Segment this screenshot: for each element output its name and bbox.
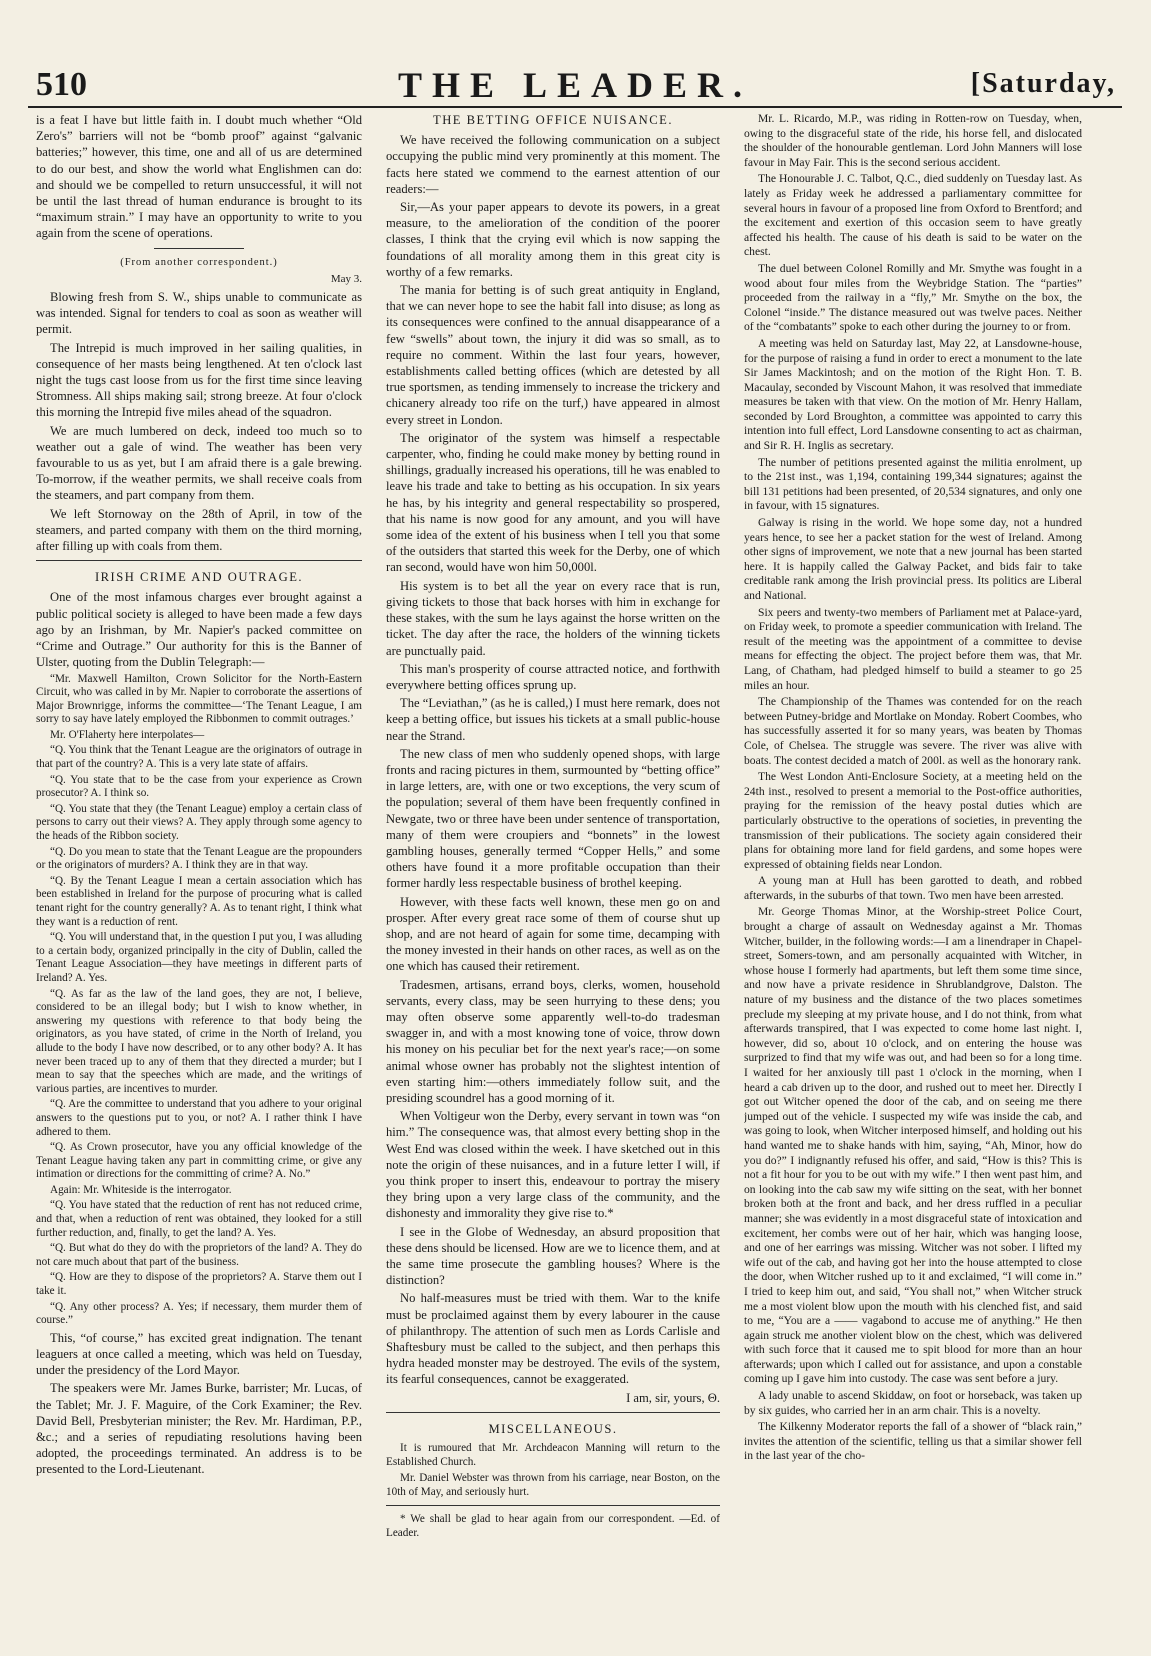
article-paragraph: It is rumoured that Mr. Archdeacon Manning will return to the Established Church. bbox=[386, 1442, 720, 1469]
article-paragraph: However, with these facts well known, these men go on and prosper. After every great race some of them of course shut up shop, and are not heard of again for some time, decamping with the money invested in their hands on other races, as well as on the one which has caused their retirement. bbox=[386, 894, 720, 974]
article-paragraph: A meeting was held on Saturday last, May 22, at Lansdowne-house, for the purpose of raising a fund in order to erect a monument to the late Sir James Mackintosh; and on the motion of the Right Hon. T. B. Macaulay, seconded by Viscount Mahon, it was resolved that immediate measures be taken with that view. On the motion of Mr. Henry Hallam, seconded by Lord Broughton, a committee was appointed to carry this intention into full effect, Lord Lansdowne consenting to act as chairman, and Sir R. H. Inglis as secretary. bbox=[744, 336, 1082, 453]
article-paragraph: The number of petitions presented against the militia enrolment, up to the 21st inst., was 1,194, containing 199,344 signatures; against the bill 131 petitions had been presented, of 20,534 signatures, and only one in favour, with 15 signatures. bbox=[744, 455, 1082, 513]
article-paragraph: Mr. George Thomas Minor, at the Worship-street Police Court, brought a charge of assault on Wednesday against a Mr. Thomas Witcher, builder, in the following words:—I am a linendraper in Chapel-street, Somers-town, and am personally acquainted with Witcher, in whose house I formerly had apartments, but left them some time since, and now have a private residence in Shrublandgrove, Dalston. The nature of my business and the distance of the two places sometimes preclude my sleeping at my private house, and I do not think, from what afterwards transpired, that I was expected to come home last night. I, however, did so, about 10 o'clock, and on entering the house was surprized to find that my wife was out, and had been so for a long time. I waited for her anxiously till past 1 o'clock in the morning, when I heard a cab driven up to the door, and rushed out to meet her. Directly I got out Witcher opened the door of the cab, and on seeing me there jumped out of the vehicle. I suspected my wife was inside the cab, and was going to look, when Witcher interposed himself, and holding out his hand wanted me to shake hands with him, saying, “Ah, Minor, how do you do?” I indignantly refused his offer, and said, “How is this? This is not a fit hour for you to be out with my wife.” I then went past him, and on looking into the cab saw my wife sitting on the seat, with her bonnet broken both at the front and back, and her dress ruffled in a peculiar manner; she was evidently in a most disgraceful state of intoxication and excitement, her combs were out of her hair, which was hanging loose, and one of her earrings was missing. Witcher was not sober. I lifted my wife out of the cab, and having got her into the house attempted to close the door, when Witcher rushed up to it and exclaimed, “I will come in.” I tried to keep him out, and said, “You shall not,” when Witcher struck me a most violent blow upon the mouth with his clenched fist, and said to me, “You are a —— vagabond to accuse me of anything.” He then again struck me another violent blow on the chest, which was delivered with such force that it caused me to spit blood for more than an hour afterwards; upon which I called out for assistance, and upon a constable coming up I gave him into custody. The case was sent before a jury. bbox=[744, 905, 1082, 1386]
section-divider bbox=[36, 560, 362, 561]
testimony-line: “Q. Any other process? A. Yes; if necessary, them murder them of course.” bbox=[36, 1300, 362, 1327]
testimony-line: “Q. How are they to dispose of the proprietors? A. Starve them out I take it. bbox=[36, 1271, 362, 1298]
testimony-line: “Mr. Maxwell Hamilton, Crown Solicitor for the North-Eastern Circuit, who was called in by Mr. Napier to corroborate the assertions of Major Brownrigge, informs the committee—‘The Tenant League, I am sorry to say have lately employed the Ribbonmen to commit outrages.’ bbox=[36, 672, 362, 726]
article-paragraph: Sir,—As your paper appears to devote its powers, in a great measure, to the amelioration of the condition of the poorer classes, I think that the crying evil which is now sapping the foundations of all morality among them in this great city is worthy of a few remarks. bbox=[386, 200, 720, 279]
article-paragraph: One of the most infamous charges ever brought against a public political society is alleged to have been made a few days ago by an Irishman, by Mr. Napier's packed committee on “Crime and Outrage.” Our authority for this is the Banner of Ulster, quoting from the Dublin Telegraph:— bbox=[36, 590, 362, 670]
article-paragraph: We left Stornoway on the 28th of April, in tow of the steamers, and parted company with them on the third morning, after filling up with coals from them. bbox=[36, 506, 362, 554]
correspondent-heading: (From another correspondent.) bbox=[120, 256, 278, 268]
article-paragraph: The West London Anti-Enclosure Society, at a meeting held on the 24th inst., resolved to present a memorial to the Post-office authorities, praying for the remission of the heavy postal duties which are particularly obstructive to the operations of societies, in preventing the transmission of their publications. The society again considered their plans for obtaining more land for field gardens, and some hopes were expressed of obtaining fields near London. bbox=[744, 770, 1082, 871]
newspaper-title: THE LEADER. bbox=[397, 65, 753, 105]
article-paragraph: Blowing fresh from S. W., ships unable to communicate as was intended. Signal for tenders to coal as soon as weather will permit. bbox=[36, 290, 362, 337]
article-heading: MISCELLANEOUS. bbox=[488, 1421, 618, 1436]
article-paragraph: The “Leviathan,” (as he is called,) I must here remark, does not keep a betting office, but issues his tickets at a small public-house near the Strand. bbox=[386, 696, 720, 743]
section-divider bbox=[386, 1412, 720, 1413]
column-2 bbox=[386, 112, 720, 1642]
dateline: May 3. bbox=[330, 272, 362, 285]
testimony-line: “Q. As Crown prosecutor, have you any official knowledge of the Tenant League having taken any part in committing crime, or give any intimation or directions for the committing of crime? A. No.” bbox=[36, 1141, 362, 1181]
testimony-line: Again: Mr. Whiteside is the interrogator. bbox=[50, 1183, 232, 1196]
section-divider bbox=[386, 1505, 720, 1506]
testimony-line: Mr. O'Flaherty here interpolates— bbox=[50, 728, 205, 741]
article-paragraph: The Championship of the Thames was contended for on the reach between Putney-bridge and Mortlake on Monday. Robert Coombes, who has successfully asserted it for so many years, was beaten by Thomas Cole, of Chelsea. The struggle was severe. The river was alive with boats. The contest decided a match of 200l. as well as the honorary rank. bbox=[744, 695, 1082, 767]
column-1 bbox=[36, 112, 362, 1642]
article-paragraph: The originator of the system was himself a respectable carpenter, who, finding he could make money by betting round in shillings, gradually increased his operations, till he was enabled to leave his trade and take to betting as his occupation. In six years he has, by his integrity and general respectability so prospered, that his name is now good for any amount, and you will have some idea of the extent of his business when I tell you that some of the outsiders that started this week for the Derby, one of which ran second, would have won him 50,000l. bbox=[386, 430, 720, 575]
article-paragraph: No half-measures must be tried with them. War to the knife must be proclaimed against them by every labourer in the cause of philanthropy. The attention of such men as Lords Carlisle and Shaftesbury must be called to the subject, and then perhaps this hydra headed monster may be destroyed. The evils of the system, its fearful consequences, cannot be exaggerated. bbox=[386, 1291, 720, 1387]
article-paragraph: We have received the following communication on a subject occupying the public mind very prominently at this moment. The facts here stated we commend to the earnest attention of our readers:— bbox=[386, 133, 720, 196]
page-number: 510 bbox=[36, 66, 87, 103]
article-paragraph: The duel between Colonel Romilly and Mr. Smythe was fought in a wood about four miles from the Weybridge Station. The “parties” proceeded from the railway in a “fly,” Mr. Smythe on the box, the Colonel “inside.” The distance measured out was twelve paces. Neither of the “combatants” spoke to each other during the journey to or from. bbox=[744, 261, 1082, 334]
article-heading: IRISH CRIME AND OUTRAGE. bbox=[94, 570, 304, 585]
testimony-line: “Q. You state that they (the Tenant League) employ a certain class of persons to carry out their views? A. They apply through some agency to the heads of the Ribbon society. bbox=[36, 802, 362, 843]
article-paragraph: Six peers and twenty-two members of Parliament met at Palace-yard, on Friday week, to promote a speedier communication with Ireland. The result of the meeting was the appointment of a committee to devise means for effecting the object. The project before them was, that Mr. Lang, of Chatham, had pledged himself to build a steamer to go 25 miles an hour. bbox=[744, 605, 1082, 692]
masthead bbox=[28, 58, 1122, 108]
testimony-line: “Q. By the Tenant League I mean a certain association which has been established in Ireland for the purpose of procuring what is called tenant right for the country generally? A. As to tenant right, I think what they want is a reduction of rent. bbox=[36, 874, 362, 928]
article-paragraph: We are much lumbered on deck, indeed too much so to weather out a gale of wind. The weather has been very favourable to us as yet, but I am afraid there is a gale brewing. To-morrow, if the weather permits, we shall receive coals from the steamers, and part company from them. bbox=[36, 423, 362, 503]
footnote: * We shall be glad to hear again from our correspondent. —Ed. of Leader. bbox=[386, 1513, 720, 1540]
issue-day: [Saturday, bbox=[970, 68, 1116, 99]
article-paragraph: This man's prosperity of course attracted notice, and forthwith everywhere betting offices sprung up. bbox=[386, 661, 720, 692]
testimony-line: “Q. You state that to be the case from your experience as Crown prosecutor? A. I think so. bbox=[36, 773, 362, 800]
article-paragraph: The Kilkenny Moderator reports the fall of a shower of “black rain,” invites the attention of the scientific, telling us that a similar shower fell in the last year of the cho- bbox=[744, 1420, 1082, 1463]
article-paragraph: The new class of men who suddenly opened shops, with large fronts and racing pictures in them, surmounted by “betting office” in large letters, are, with one or two exceptions, the very scum of the population; several of them have been frequently confined in Newgate, two or three have been under sentence of transportation, many of them were croupiers and “bonnets” in the lowest gambling houses, generally termed “Copper Hells,” and some others have found it a more profitable occupation than their former hardly less respectable business of brothel keeping. bbox=[386, 746, 720, 891]
column-3 bbox=[744, 112, 1082, 1642]
article-paragraph: Galway is rising in the world. We hope some day, not a hundred years hence, to see her a packet station for the west of Ireland. Among other signs of improvement, we note that a new journal has been started here. It is happily called the Galway Packet, and bids fair to take creditable rank among the Irish provincial press. Its politics are Liberal and National. bbox=[744, 516, 1082, 602]
section-divider bbox=[154, 248, 244, 249]
letter-signature: I am, sir, yours, Θ. bbox=[626, 1390, 720, 1405]
testimony-line: “Q. You think that the Tenant League are the originators of outrage in that part of the country? A. This is a very late state of affairs. bbox=[36, 744, 362, 771]
article-heading: THE BETTING OFFICE NUISANCE. bbox=[433, 113, 673, 127]
testimony-line: “Q. You have stated that the reduction of rent has not reduced crime, and that, when a reduction of rent was obtained, they looked for a still further reduction, and, finally, to get the land? A. Yes. bbox=[36, 1199, 362, 1239]
article-paragraph: The speakers were Mr. James Burke, barrister; Mr. Lucas, of the Tablet; Mr. J. F. Maguire, of the Cork Examiner; the Rev. David Bell, Presbyterian minister; the Rev. Mr. Hardiman, P.P., &c.; and a series of repudiating resolutions having been adopted, the proceedings terminated. An address is to be presented to the Lord-Lieutenant. bbox=[36, 1381, 362, 1477]
article-paragraph: A young man at Hull has been garotted to death, and robbed afterwards, in the suburbs of that town. Two men have been arrested. bbox=[744, 874, 1082, 902]
article-paragraph: is a feat I have but little faith in. I doubt much whether “Old Zero's” barriers will not be “bomb proof” against “galvanic batteries;” however, this time, one and all of us are determined to do our best, and show the world what Englishmen can do: and should we be compelled to return unsuccessful, it will not be until the last thread of human endurance is brought to its “maximum strain.” I may have an opportunity to write to you again from the scene of operations. bbox=[36, 113, 362, 241]
article-paragraph: The Honourable J. C. Talbot, Q.C., died suddenly on Tuesday last. As lately as Friday week he addressed a parliamentary committee for several hours in favour of a proposed line from Oxford to Brentford; and the excitement and exertion of this occasion seem to have greatly affected his health. The cause of his death is said to be water on the chest. bbox=[744, 172, 1082, 259]
article-paragraph: Tradesmen, artisans, errand boys, clerks, women, household servants, every class, may be seen hurrying to these dens; you may often observe some apparently well-to-do tradesman swagger in, and with a most knowing tone of voice, throw down his money on his peculiar bet for the next year's race;—on some animal whose owner has probably not the slightest intention of even starting him:—others immediately follow suit, and the presiding scoundrel has a good morning of it. bbox=[386, 977, 720, 1105]
article-paragraph: A lady unable to ascend Skiddaw, on foot or horseback, was taken up by six guides, who carried her in an arm chair. This is a novelty. bbox=[744, 1389, 1082, 1417]
article-paragraph: Mr. Daniel Webster was thrown from his carriage, near Boston, on the 10th of May, and seriously hurt. bbox=[386, 1472, 720, 1499]
article-paragraph: This, “of course,” has excited great indignation. The tenant leaguers at once called a meeting, which was held on Tuesday, under the presidency of the Lord Mayor. bbox=[36, 1330, 362, 1378]
article-paragraph: When Voltigeur won the Derby, every servant in town was “on him.” The consequence was, that almost every betting shop in the West End was closed within the week. I have sketched out in this note the origin of these nuisances, and in a future letter I will, if you think proper to insert this, endeavour to portray the misery they bring upon a very large class of the community, and the dishonesty and immorality they give rise to.* bbox=[386, 1109, 720, 1221]
article-paragraph: His system is to bet all the year on every race that is run, giving tickets to those that back horses with him in exchange for these stakes, with the sum he lays against the horse written on the ticket. The day after the race, the holders of the winning tickets are punctually paid. bbox=[386, 578, 720, 658]
testimony-line: “Q. Do you mean to state that the Tenant League are the propounders or the originators of murders? A. I think they are in that way. bbox=[36, 845, 362, 872]
article-paragraph: The Intrepid is much improved in her sailing qualities, in consequence of her masts being lengthened. At ten o'clock last night the tugs cast loose from us for the first time since leaving Stromness. All ships making sail; strong breeze. At four o'clock this morning the Intrepid five miles ahead of the squadron. bbox=[36, 340, 362, 420]
article-paragraph: Mr. L. Ricardo, M.P., was riding in Rotten-row on Tuesday, when, owing to the disgraceful state of the ride, his horse fell, and dislocated the shoulder of the honourable gentleman. Lord John Manners will lose favour in May Fair. This is the second serious accident. bbox=[744, 112, 1082, 169]
article-paragraph: I see in the Globe of Wednesday, an absurd proposition that these dens should be licensed. How are we to licence them, and at the same time prosecute the gambling houses? Where is the distinction? bbox=[386, 1224, 720, 1288]
testimony-line: “Q. As far as the law of the land goes, they are not, I believe, considered to be an illegal body; but I wish to know whether, in answering my questions with reference to that body being the originators, as you have stated, of crime in the North of Ireland, you allude to the body I have now described, or to any other body? A. It has never been traced up to any of them that they directed a murder; but I mean to say that the speeches which are made, and the writings of various parties, are incentives to murder. bbox=[36, 987, 362, 1095]
testimony-line: “Q. But what do they do with the proprietors of the land? A. They do not care much about that part of the business. bbox=[36, 1242, 362, 1268]
testimony-line: “Q. You will understand that, in the question I put you, I was alluding to a certain body, organized principally in the city of Dublin, called the Tenant League Association—they have meetings in different parts of Ireland? A. Yes. bbox=[36, 931, 362, 984]
testimony-line: “Q. Are the committee to understand that you adhere to your original answers to the questions put to you, or not? A. I rather think I have adhered to them. bbox=[36, 1098, 362, 1138]
article-paragraph: The mania for betting is of such great antiquity in England, that we can never hope to see the habit fall into disuse; as long as its consequences were confined to the annual disappearance of a few “swells” about town, the injury it did was so small, as to require no comment. Within the last four years, however, establishments called betting offices (which are detested by all true sportsmen, as tending immensely to increase the trickery and chicanery already too rife on the turf,) have appeared in almost every street in London. bbox=[386, 283, 720, 427]
